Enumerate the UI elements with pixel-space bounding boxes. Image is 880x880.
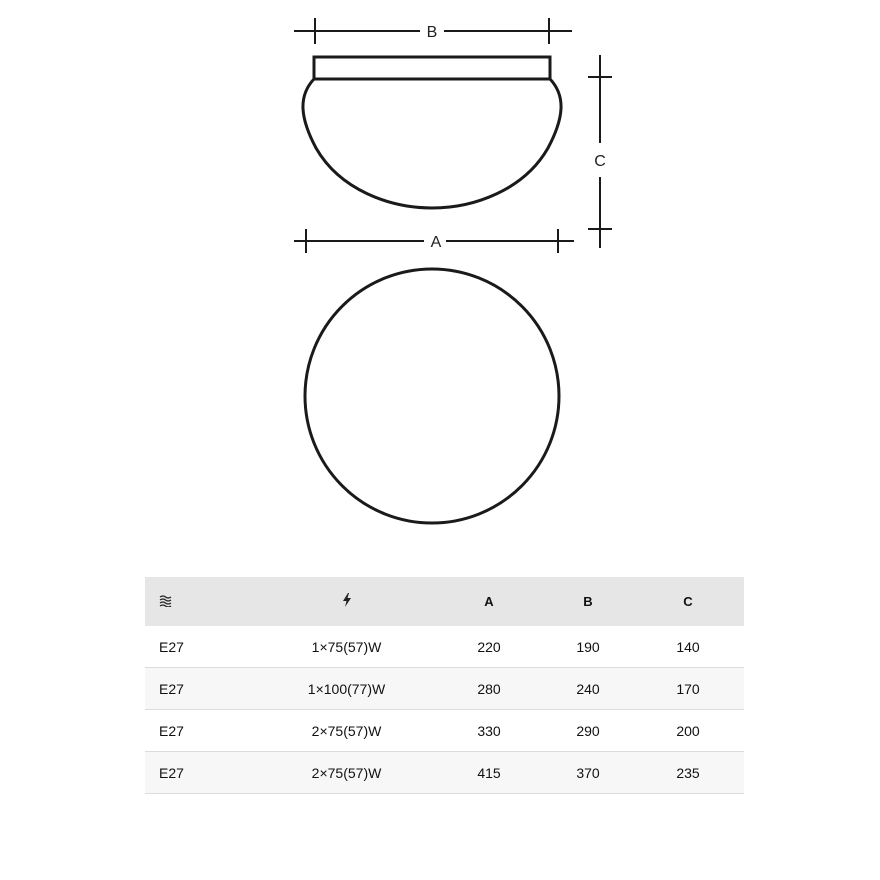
header-power: [259, 577, 434, 626]
dimensions-table: [145, 577, 744, 794]
dimension-b-label: B: [426, 24, 438, 41]
luminaire-dome-profile: [303, 79, 561, 208]
lamp-socket-icon: [159, 594, 172, 607]
dimension-c-label: C: [594, 153, 606, 170]
cell-power: 1×75(57)W: [259, 626, 434, 668]
table-row: [145, 668, 744, 710]
cell-a: 330: [434, 710, 544, 752]
cell-a: 280: [434, 668, 544, 710]
cell-socket: E27: [145, 752, 259, 794]
luminaire-mount-rim: [314, 57, 550, 79]
cell-power: 1×100(77)W: [259, 668, 434, 710]
cell-b: 240: [544, 668, 632, 710]
lightning-bolt-icon: [342, 593, 352, 607]
header-socket: [145, 577, 259, 626]
cell-c: 235: [632, 752, 744, 794]
header-a: A: [434, 577, 544, 626]
cell-socket: E27: [145, 626, 259, 668]
table-header-row: [145, 577, 744, 626]
dimension-a-label: A: [430, 234, 442, 251]
cell-power: 2×75(57)W: [259, 752, 434, 794]
cell-socket: E27: [145, 668, 259, 710]
cell-socket: E27: [145, 710, 259, 752]
header-b: B: [544, 577, 632, 626]
cell-b: 370: [544, 752, 632, 794]
cell-b: 290: [544, 710, 632, 752]
luminaire-plan-circle: [305, 269, 559, 523]
cell-c: 200: [632, 710, 744, 752]
cell-a: 415: [434, 752, 544, 794]
cell-power: 2×75(57)W: [259, 710, 434, 752]
cell-b: 190: [544, 626, 632, 668]
header-c: C: [632, 577, 744, 626]
cell-c: 170: [632, 668, 744, 710]
dimension-c: [588, 55, 612, 248]
table-row: [145, 626, 744, 668]
cell-c: 140: [632, 626, 744, 668]
table-row: [145, 710, 744, 752]
table-row: [145, 752, 744, 794]
cell-a: 220: [434, 626, 544, 668]
